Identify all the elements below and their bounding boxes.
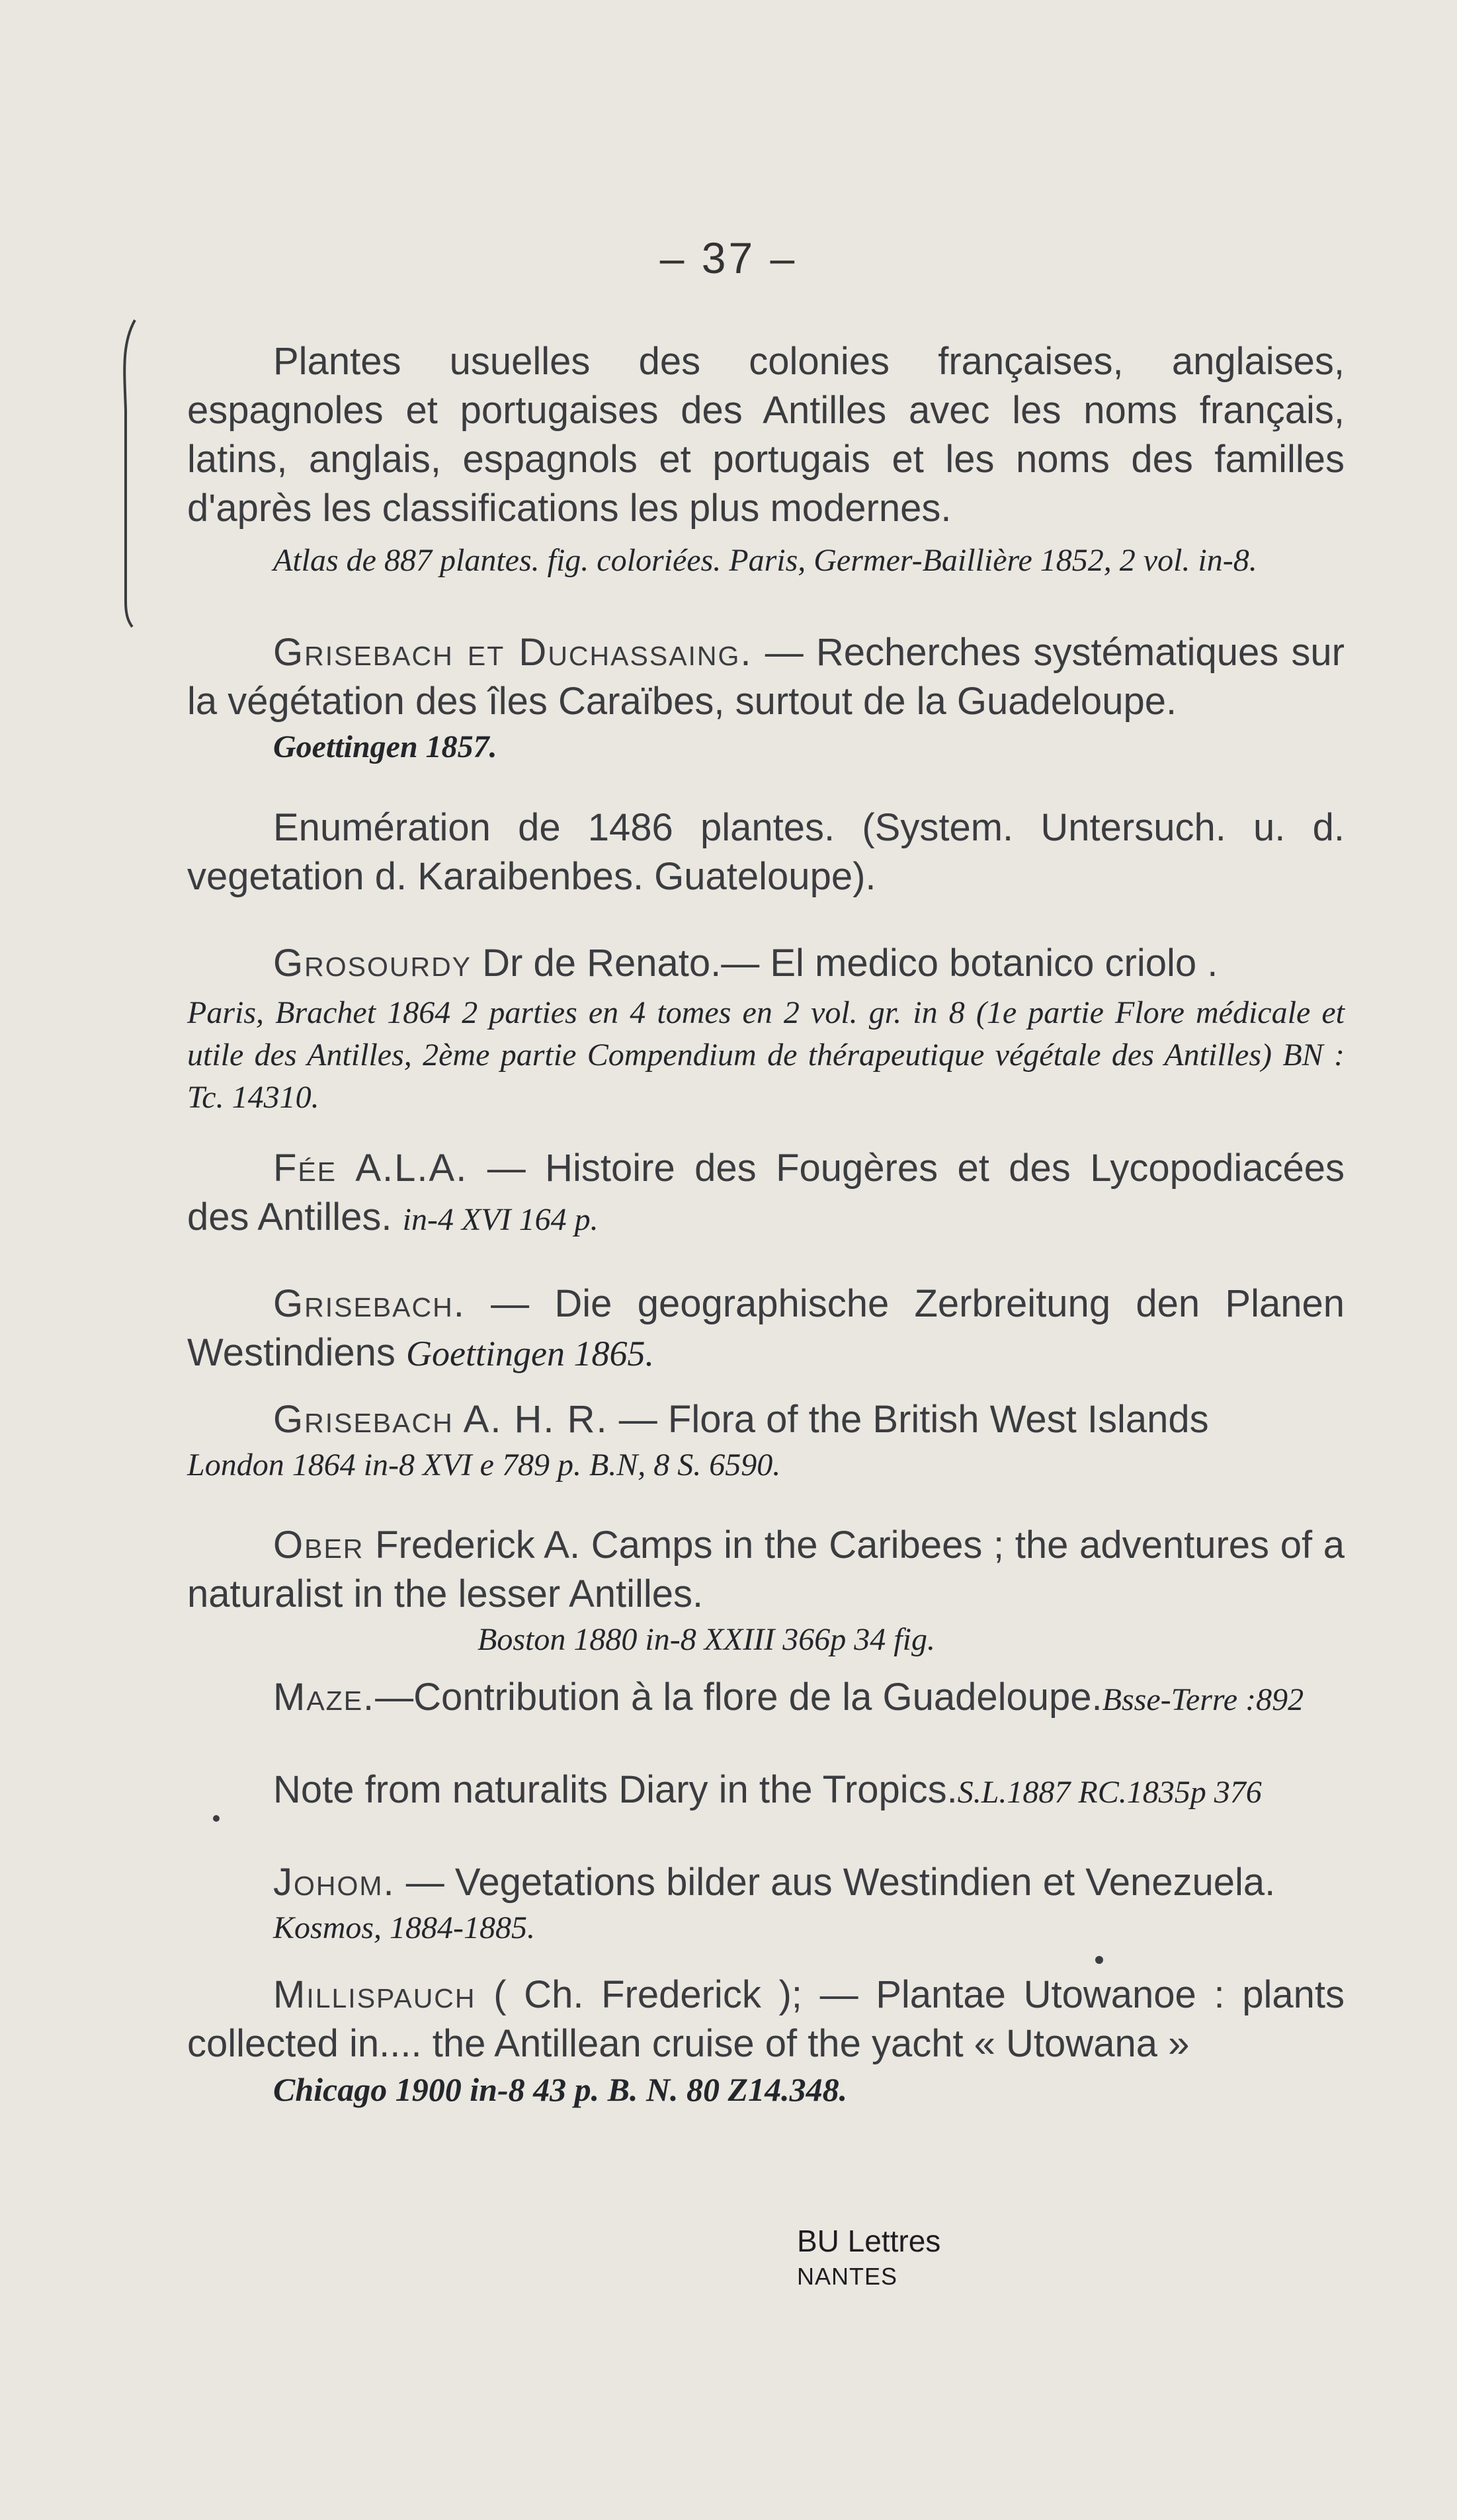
entry-text: Dr de Renato.— El medico botanico criolo . [482, 942, 1218, 985]
entry-imprint: S.L.1887 RC.1835p 376 [957, 1775, 1262, 1810]
bibliography-entry [187, 1521, 1345, 1661]
entry-text: ( Ch. Frederick ); — Plantae Utowanoe : plants collected in.... the Antillean cruise of the yacht « Utowana » [187, 1973, 1345, 2065]
entry-imprint: Boston 1880 in-8 XXIII 366p 34 fig. [478, 1622, 935, 1657]
entry-imprint: in-4 XVI 164 p. [402, 1202, 599, 1237]
entry-text: Frederick A. Camps in the Caribees ; the adventures of a naturalist in the lesser Antilles. [187, 1524, 1345, 1615]
bibliography-entry [187, 1280, 1345, 1377]
margin-bracket-mark [118, 317, 136, 628]
bibliography-entry [187, 1144, 1345, 1242]
entry-author: Grisebach et Duchassaing. [273, 631, 753, 674]
bibliography-entry [187, 628, 1345, 768]
bibliography-entry [187, 803, 1345, 901]
stamp-line-1: BU Lettres [797, 2224, 941, 2258]
entry-author: Fée A.L.A. [273, 1147, 468, 1190]
entry-text: Note from naturalits Diary in the Tropics. [273, 1768, 958, 1811]
entry-text: — Recherches systématiques sur la végétation des îles Caraïbes, surtout de la Guadeloupe. [187, 631, 1345, 723]
ink-speck [213, 1815, 220, 1822]
entry-text: — Histoire des Fougères et des Lycopodiacées des Antilles. [187, 1147, 1345, 1239]
stamp-line-2: NANTES [797, 2263, 898, 2290]
entry-author: Maze. [273, 1676, 376, 1719]
entry-text: — Vegetations bilder aus Westindien et Venezuela. [405, 1861, 1276, 1904]
entry-imprint: Atlas de 887 plantes. fig. coloriées. Paris, Germer-Baillière 1852, 2 vol. in-8. [273, 543, 1257, 578]
entry-author: Ober [273, 1524, 364, 1566]
bibliography-entry [187, 939, 1345, 1119]
entry-text: —Contribution à la flore de la Guadeloupe. [375, 1676, 1103, 1719]
entry-imprint: Goettingen 1857. [273, 729, 497, 764]
entry-author: Johom. [273, 1861, 395, 1904]
entry-author: Grisebach. [273, 1282, 466, 1325]
entry-imprint: Bsse-Terre :892 [1102, 1682, 1304, 1717]
entry-title: Plantes usuelles des colonies françaises, anglaises, espagnoles et portugaises des Antilles avec les noms français, latins, anglais, espagnols et portugais et les noms des familles d'après les classifications les plus modernes. [187, 340, 1345, 530]
entry-text: — Flora of the British West Islands [618, 1398, 1209, 1441]
bibliography-entry [187, 1673, 1345, 1722]
entry-text: — Die geographische Zerbreitung den Planen Westindiens [187, 1282, 1345, 1374]
entry-imprint: Goettingen 1865. [406, 1334, 654, 1373]
entry-author: Millispauch [273, 1973, 476, 2016]
entry-author: Grisebach A. H. R. [273, 1398, 608, 1441]
entry-imprint: London 1864 in-8 XVI e 789 p. B.N, 8 S. 6590. [187, 1447, 781, 1483]
page-number: – 37 – [659, 233, 798, 282]
bibliography-entry [187, 1971, 1345, 2111]
bibliography-entry [187, 337, 1345, 582]
ink-speck [1095, 1956, 1103, 1964]
library-stamp [797, 2222, 969, 2293]
entry-imprint: Chicago 1900 in-8 43 p. B. N. 80 Z14.348. [273, 2071, 848, 2108]
entry-imprint: Paris, Brachet 1864 2 parties en 4 tomes en 2 vol. gr. in 8 (1e partie Flore médicale et utile des Antilles, 2ème partie Compendium de thérapeutique végétale des Antilles) BN : Tc. 14310. [187, 995, 1345, 1115]
entry-imprint: Kosmos, 1884-1885. [273, 1910, 536, 1945]
bibliography-entry [187, 1766, 1345, 1814]
bibliography-entry [187, 1858, 1345, 1949]
entry-author: Grosourdy [273, 942, 472, 985]
bibliography-entry [187, 1395, 1345, 1486]
entry-text: Enumération de 1486 plantes. (System. Untersuch. u. d. vegetation d. Karaibenbes. Guateloupe). [187, 806, 1345, 898]
